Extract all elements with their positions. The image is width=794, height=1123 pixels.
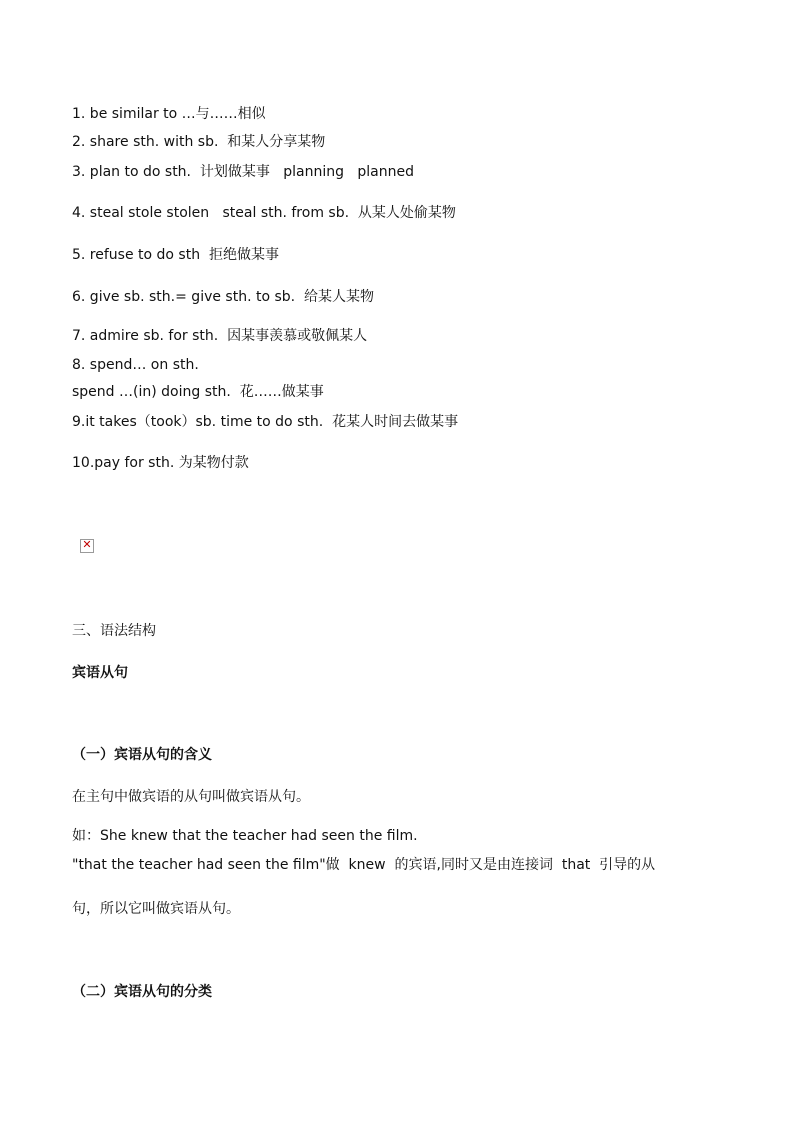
phrase-item-10: 10.pay for sth. 为某物付款 [72,455,249,471]
part1-explanation-line1: "that the teacher had seen the film"做 knew 的宾语,同时又是由连接词 that 引导的从 [72,857,656,873]
phrase-item-1: 1. be similar to …与……相似 [72,106,266,122]
broken-image-glyph: ✕ [82,538,92,551]
part1-definition: 在主句中做宾语的从句叫做宾语从句。 [72,789,310,805]
phrase-item-7: 7. admire sb. for sth. 因某事羡慕或敬佩某人 [72,328,368,344]
phrase-item-8-sub: spend …(in) doing sth. 花……做某事 [72,384,324,400]
phrase-item-4: 4. steal stole stolen steal sth. from sb. 从某人处偷某物 [72,205,456,221]
part1-heading: （一）宾语从句的含义 [72,747,212,763]
part2-heading: （二）宾语从句的分类 [72,984,212,1000]
broken-image-icon [80,539,94,553]
section-title: 宾语从句 [72,665,128,681]
phrase-item-3: 3. plan to do sth. 计划做某事 planning planned [72,164,414,180]
phrase-item-5: 5. refuse to do sth 拒绝做某事 [72,247,279,263]
phrase-item-6: 6. give sb. sth.= give sth. to sb. 给某人某物 [72,289,375,305]
section-heading: 三、语法结构 [72,623,156,639]
phrase-item-8: 8. spend… on sth. [72,357,199,373]
phrase-item-2: 2. share sth. with sb. 和某人分享某物 [72,134,326,150]
phrase-item-9: 9.it takes（took）sb. time to do sth. 花某人时间去做某事 [72,414,459,430]
part1-explanation-line2: 句，所以它叫做宾语从句。 [72,901,240,917]
part1-example: 如：She knew that the teacher had seen the film. [72,828,418,844]
